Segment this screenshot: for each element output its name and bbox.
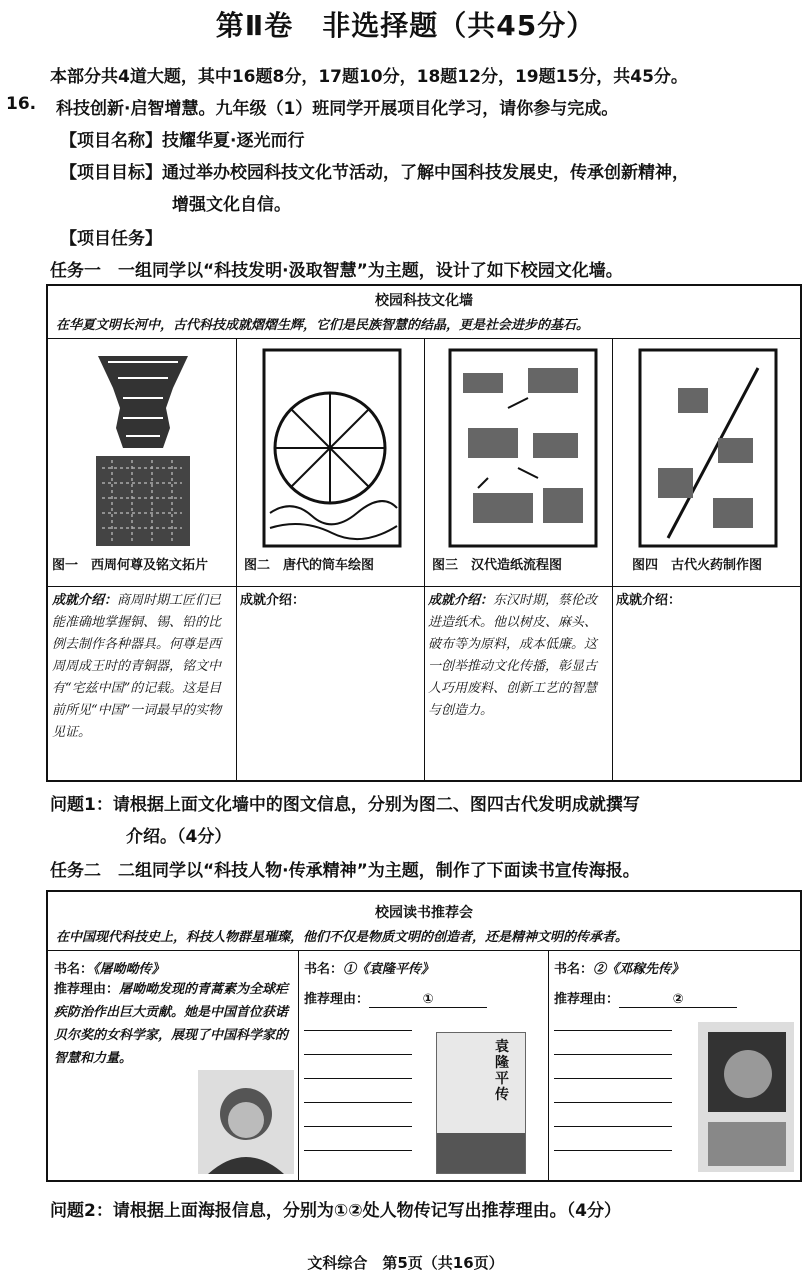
poster-title: 校园读书推荐会 — [375, 905, 473, 921]
book3-reason-label: 推荐理由： — [554, 992, 620, 1007]
fig3-intro-label: 成就介绍： — [428, 593, 494, 608]
bronze-zun-image — [88, 348, 198, 548]
project-name: 技耀华夏·逐光而行 — [162, 131, 305, 151]
book2-name-label: 书名： — [304, 962, 344, 977]
gunpowder-image — [638, 348, 778, 548]
fig1-intro-label: 成就介绍： — [52, 593, 118, 608]
fig3-caption: 图三 汉代造纸流程图 — [432, 558, 563, 573]
book2-reason-label: 推荐理由： — [304, 992, 370, 1007]
fig2-intro-label: 成就介绍： — [240, 593, 306, 608]
project-goal-label: 【项目目标】 — [60, 163, 162, 183]
fig1-caption: 图一 西周何尊及铭文拓片 — [52, 558, 209, 573]
fig4-intro-label: 成就介绍： — [616, 593, 682, 608]
fig1-intro — [52, 590, 230, 744]
book1-name-row — [54, 958, 165, 977]
culture-wall — [46, 284, 802, 782]
project-goal-row — [60, 158, 689, 183]
project-goal-line2: 增强文化自信。 — [172, 195, 291, 215]
poster-subtitle: 在中国现代科技史上，科技人物群星璀璨，他们不仅是物质文明的创造者，还是精神文明的传承者。 — [56, 930, 629, 945]
book2-cover-title: 袁隆平传 — [495, 1039, 509, 1103]
fig4-intro[interactable] — [616, 590, 794, 612]
question-1-line1: 问题1：请根据上面文化墙中的图文信息，分别为图二、图四古代发明成就撰写 — [50, 795, 640, 815]
project-task-label: 【项目任务】 — [60, 229, 162, 249]
reading-poster — [46, 890, 802, 1182]
papermaking-image — [448, 348, 598, 548]
wall-subtitle: 在华夏文明长河中，古代科技成就熠熠生辉，它们是民族智慧的结晶，更是社会进步的基石。 — [56, 318, 590, 333]
book1-name: 《屠呦呦传》 — [93, 962, 165, 977]
book2-reason-row — [304, 988, 487, 1008]
project-goal-line1: 通过举办校园科技文化节活动，了解中国科技发展史，传承创新精神， — [162, 163, 689, 183]
book3-name-row — [554, 958, 684, 977]
question-1-line2: 介绍。（4分） — [126, 827, 232, 847]
book2-reason-blank[interactable]: ① — [369, 992, 487, 1008]
book2-name: ①《袁隆平传》 — [343, 962, 435, 977]
question-stem: 科技创新·启智增慧。九年级（1）班同学开展项目化学习，请你参与完成。 — [56, 99, 619, 119]
project-name-row — [60, 126, 304, 151]
water-wheel-image — [262, 348, 402, 548]
fig1-intro-text: 商周时期工匠们已能准确地掌握铜、锡、铅的比例去制作各种器具。何尊是西周周成王时的青铜器，铭文中有“宅兹中国”的记载。这是目前所见“中国”一词最早的实物见证。 — [52, 593, 222, 740]
question-2: 问题2：请根据上面海报信息，分别为①②处人物传记写出推荐理由。（4分） — [50, 1201, 621, 1221]
task-two: 任务二 二组同学以“科技人物·传承精神”为主题，制作了下面读书宣传海报。 — [50, 861, 640, 881]
book1-reason-text: 屠呦呦发现的青蒿素为全球疟疾防治作出巨大贡献。她是中国首位获诺贝尔奖的女科学家，展现了中国科学家的智慧和力量。 — [54, 982, 289, 1066]
book2-name-row — [304, 958, 434, 977]
question-number: 16. — [6, 94, 37, 114]
fig2-caption: 图二 唐代的筒车绘图 — [244, 558, 375, 573]
fig2-intro[interactable] — [240, 590, 418, 612]
fig3-intro-text: 东汉时期，蔡伦改进造纸术。他以树皮、麻头、破布等为原料，成本低廉。这一创举推动文化传播，彰显古人巧用废料、创新工艺的智慧与创造力。 — [428, 593, 598, 718]
fig3-intro — [428, 590, 606, 722]
yuan-longping-book-cover — [436, 1032, 526, 1174]
book3-reason-row — [554, 988, 737, 1008]
section-intro: 本部分共4道大题，其中16题8分，17题10分，18题12分，19题15分，共45分。 — [50, 67, 688, 87]
task-one: 任务一 一组同学以“科技发明·汲取智慧”为主题，设计了如下校园文化墙。 — [50, 261, 623, 281]
tu-youyou-portrait — [198, 1070, 294, 1174]
book3-reason-blank[interactable]: ② — [619, 992, 737, 1008]
book1-reason — [54, 978, 294, 1070]
project-name-label: 【项目名称】 — [60, 131, 162, 151]
wall-title: 校园科技文化墙 — [375, 293, 473, 309]
book1-name-label: 书名： — [54, 962, 94, 977]
fig4-caption: 图四 古代火药制作图 — [632, 558, 763, 573]
section-title: 第Ⅱ卷 非选择题（共45分） — [215, 9, 596, 42]
page-footer: 文科综合 第5页（共16页） — [307, 1254, 504, 1272]
book1-reason-label: 推荐理由： — [54, 982, 120, 997]
book3-name: ②《邓稼先传》 — [593, 962, 685, 977]
deng-jiaxian-portrait — [698, 1022, 794, 1172]
book3-name-label: 书名： — [554, 962, 594, 977]
